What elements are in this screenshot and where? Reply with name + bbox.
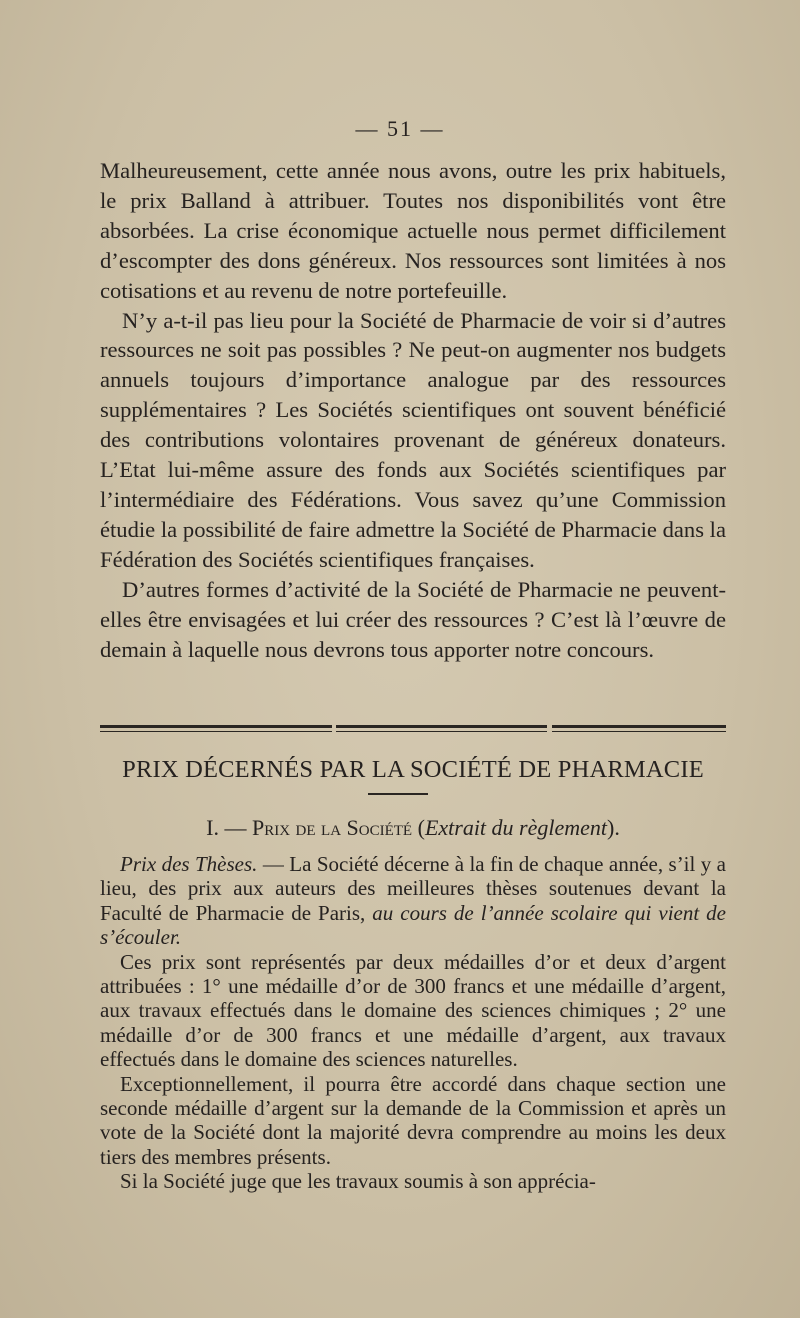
page-number: — 51 — [355, 116, 445, 141]
paragraph: Ces prix sont représentés par deux médailles d’or et deux d’argent attribuées : 1° une médaille d’or de 300 francs et une médaille d’argent, aux travaux effectués dans le domaine des sciences chimiques ; 2° une médaille d’or de 300 francs et une médaille d’argent, aux travaux effectués dans le domaine des sciences naturelles. [100, 949, 726, 1072]
paragraph: Malheureusement, cette année nous avons, outre les prix habituels, le prix Balland à attribuer. Toutes nos disponibilités vont être absorbées. La crise économique actuelle nous permet difficilement d’escompter des dons généreux. Nos ressources sont limitées à nos cotisations et au revenu de notre portefeuille. [100, 158, 726, 303]
subheading-title: I. — Prix de la Société [206, 815, 413, 840]
subheading: I. — Prix de la Société (Extrait du règlement). [206, 815, 620, 840]
lead-title: Prix des Thèses. [120, 852, 258, 876]
section-heading: PRIX DÉCERNÉS PAR LA SOCIÉTÉ DE PHARMACIE [122, 756, 704, 783]
paragraph: Exceptionnellement, il pourra être accordé dans chaque section une seconde médaille d’argent sur la demande de la Commission et après un vote de la Société dont la majorité devra comprendre au moins les deux tiers des membres présents. [100, 1071, 726, 1169]
paragraph: D’autres formes d’activité de la Société de Pharmacie ne peuvent-elles être envisagées et lui créer des ressources ? C’est là l’œuvre de demain à laquelle nous devrons tous apporter notre concours. [100, 576, 726, 662]
paragraph: N’y a-t-il pas lieu pour la Société de Pharmacie de voir si d’autres ressources ne soit pas possibles ? Ne peut-on augmenter nos budgets annuels toujours d’importance analogue par des ressources supplémentaires ? Les Sociétés scientifiques ont souvent bénéficié des contributions volontaires provenant de généreux donateurs. L’Etat lui-même assure des fonds aux Sociétés scientifiques par l’intermédiaire des Fédérations. Vous savez qu’une Commission étudie la possibilité de faire admettre la Société de Pharmacie dans la Fédération des Sociétés scientifiques françaises. [100, 307, 726, 572]
double-rule-middle [336, 725, 547, 732]
body-text-top [100, 156, 726, 664]
body-text-bottom [100, 852, 726, 1194]
paragraph: Prix des Thèses. — La Société décerne à la fin de chaque année, s’il y a lieu, des prix aux auteurs des meilleures thèses soutenues devant la Faculté de Pharmacie de Paris, au cours de l’année scolaire qui vient de s’écouler. [100, 852, 727, 950]
heading-underline [368, 793, 428, 795]
subheading-note: Extrait du règlement [424, 815, 608, 840]
double-rule-right [552, 725, 726, 732]
double-rule-left [100, 725, 332, 732]
paragraph: Si la Société juge que les travaux soumis à son apprécia- [120, 1169, 596, 1194]
